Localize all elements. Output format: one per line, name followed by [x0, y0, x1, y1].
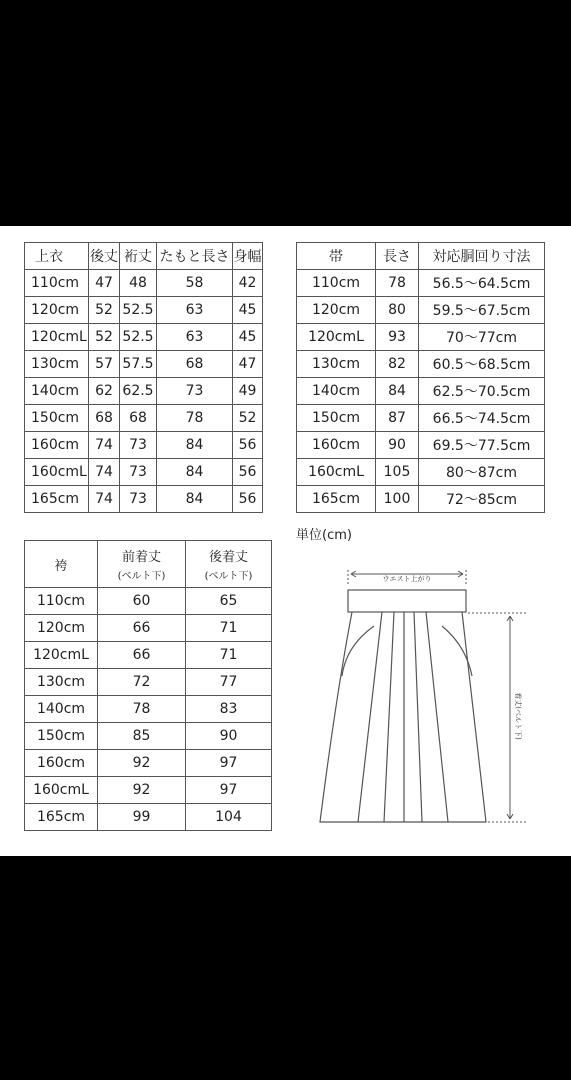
table-cell: 62 — [89, 378, 120, 405]
table-cell: 59.5〜67.5cm — [419, 297, 545, 324]
table-cell: 68 — [89, 405, 120, 432]
column-header — [25, 541, 98, 588]
table-cell: 65 — [186, 588, 272, 615]
table-cell: 130cm — [297, 351, 376, 378]
table-cell: 52 — [233, 405, 263, 432]
table-row — [297, 486, 545, 513]
column-header-label: 前着丈 — [121, 550, 161, 565]
table-cell: 104 — [186, 804, 272, 831]
table-cell: 45 — [233, 297, 263, 324]
table-cell: 150cm — [25, 723, 98, 750]
table-cell: 73 — [120, 432, 157, 459]
column-header-sublabel: (ベルト下) — [117, 571, 166, 582]
table-cell: 56 — [233, 459, 263, 486]
table-cell: 110cm — [25, 270, 89, 297]
table-cell: 74 — [89, 432, 120, 459]
unit-label: 単位(cm) — [296, 528, 352, 543]
table-row — [297, 351, 545, 378]
column-header: 帯 — [297, 243, 376, 270]
table-cell: 52 — [89, 297, 120, 324]
table-cell: 84 — [157, 486, 233, 513]
table-cell: 97 — [186, 777, 272, 804]
obi-rows — [297, 270, 545, 513]
table-row — [297, 459, 545, 486]
table-header-row — [25, 541, 272, 588]
table-row — [25, 297, 263, 324]
table-cell: 42 — [233, 270, 263, 297]
table-cell: 165cm — [25, 486, 89, 513]
table-cell: 62.5 — [120, 378, 157, 405]
table-cell: 160cm — [25, 432, 89, 459]
table-cell: 52.5 — [120, 324, 157, 351]
table-cell: 140cm — [297, 378, 376, 405]
table-cell: 66 — [98, 642, 186, 669]
table-row — [25, 777, 272, 804]
column-header-label: 後着丈 — [208, 550, 248, 565]
table-row — [25, 669, 272, 696]
table-cell: 130cm — [25, 669, 98, 696]
table-cell: 120cm — [25, 297, 89, 324]
table-cell: 84 — [157, 459, 233, 486]
table-cell: 60.5〜68.5cm — [419, 351, 545, 378]
table-cell: 87 — [376, 405, 419, 432]
column-header: 裄丈 — [120, 243, 157, 270]
table-cell: 68 — [120, 405, 157, 432]
table-cell: 63 — [157, 324, 233, 351]
table-cell: 165cm — [297, 486, 376, 513]
table-cell: 130cm — [25, 351, 89, 378]
table-cell: 56.5〜64.5cm — [419, 270, 545, 297]
table-cell: 69.5〜77.5cm — [419, 432, 545, 459]
table-cell: 60 — [98, 588, 186, 615]
table-cell: 71 — [186, 642, 272, 669]
table-row — [25, 804, 272, 831]
table-cell: 66.5〜74.5cm — [419, 405, 545, 432]
table-row — [297, 324, 545, 351]
table-cell: 84 — [157, 432, 233, 459]
waist-belt — [348, 590, 466, 612]
table-cell: 78 — [157, 405, 233, 432]
table-cell: 72 — [98, 669, 186, 696]
table-row — [25, 324, 263, 351]
table-cell: 71 — [186, 615, 272, 642]
table-cell: 70〜77cm — [419, 324, 545, 351]
table-cell: 77 — [186, 669, 272, 696]
table-row — [25, 351, 263, 378]
column-header — [98, 541, 186, 588]
table-cell: 160cmL — [297, 459, 376, 486]
table-cell: 140cm — [25, 378, 89, 405]
table-cell: 160cm — [25, 750, 98, 777]
column-header: 対応胴回り寸法 — [419, 243, 545, 270]
table-row — [25, 642, 272, 669]
table-cell: 48 — [120, 270, 157, 297]
table-cell: 120cm — [25, 615, 98, 642]
table-cell: 73 — [157, 378, 233, 405]
hakama-body-outline — [320, 612, 486, 822]
column-header-label: 袴 — [54, 558, 68, 574]
table-cell: 52 — [89, 324, 120, 351]
table-cell: 74 — [89, 486, 120, 513]
table-cell: 47 — [89, 270, 120, 297]
table-cell: 80〜87cm — [419, 459, 545, 486]
table-row — [25, 459, 263, 486]
table-cell: 62.5〜70.5cm — [419, 378, 545, 405]
table-row — [25, 486, 263, 513]
table-cell: 99 — [98, 804, 186, 831]
hakama-diagram — [296, 556, 546, 846]
table-cell: 73 — [120, 486, 157, 513]
table-cell: 80 — [376, 297, 419, 324]
table-cell: 58 — [157, 270, 233, 297]
waist-label: ウエスト上がり — [382, 575, 432, 583]
table-cell: 165cm — [25, 804, 98, 831]
table-cell: 93 — [376, 324, 419, 351]
column-header: 後丈 — [89, 243, 120, 270]
table-row — [25, 588, 272, 615]
table-cell: 52.5 — [120, 297, 157, 324]
table-row — [297, 270, 545, 297]
table-cell: 78 — [376, 270, 419, 297]
table-cell: 97 — [186, 750, 272, 777]
table-cell: 66 — [98, 615, 186, 642]
table-cell: 84 — [376, 378, 419, 405]
table-row — [25, 432, 263, 459]
table-cell: 57 — [89, 351, 120, 378]
table-cell: 120cmL — [25, 324, 89, 351]
table-header-row — [25, 243, 263, 270]
table-cell: 120cmL — [25, 642, 98, 669]
table-row — [297, 297, 545, 324]
table-cell: 68 — [157, 351, 233, 378]
table-row — [297, 405, 545, 432]
table-cell: 160cm — [297, 432, 376, 459]
kimono-top-rows — [25, 270, 263, 513]
table-row — [297, 378, 545, 405]
hakama-rows — [25, 588, 272, 831]
table-row — [25, 270, 263, 297]
table-cell: 160cmL — [25, 459, 89, 486]
table-cell: 83 — [186, 696, 272, 723]
obi-size-table — [296, 242, 545, 513]
table-cell: 100 — [376, 486, 419, 513]
column-header: たもと長さ — [157, 243, 233, 270]
column-header: 身幅 — [233, 243, 263, 270]
table-cell: 90 — [376, 432, 419, 459]
table-row — [25, 723, 272, 750]
table-cell: 63 — [157, 297, 233, 324]
table-cell: 47 — [233, 351, 263, 378]
table-cell: 110cm — [297, 270, 376, 297]
table-cell: 110cm — [25, 588, 98, 615]
table-cell: 72〜85cm — [419, 486, 545, 513]
table-row — [297, 432, 545, 459]
hakama-size-table — [24, 540, 272, 831]
table-cell: 160cmL — [25, 777, 98, 804]
table-cell: 120cmL — [297, 324, 376, 351]
column-header — [186, 541, 272, 588]
column-header: 長さ — [376, 243, 419, 270]
size-chart-sheet — [0, 226, 571, 856]
table-cell: 92 — [98, 777, 186, 804]
table-cell: 105 — [376, 459, 419, 486]
table-cell: 73 — [120, 459, 157, 486]
table-cell: 90 — [186, 723, 272, 750]
table-cell: 78 — [98, 696, 186, 723]
table-cell: 150cm — [297, 405, 376, 432]
table-row — [25, 405, 263, 432]
table-cell: 56 — [233, 486, 263, 513]
table-row — [25, 378, 263, 405]
table-row — [25, 696, 272, 723]
table-cell: 82 — [376, 351, 419, 378]
column-header-sublabel: (ベルト下) — [204, 571, 253, 582]
table-cell: 150cm — [25, 405, 89, 432]
kimono-top-size-table — [24, 242, 263, 513]
table-cell: 57.5 — [120, 351, 157, 378]
table-cell: 45 — [233, 324, 263, 351]
table-cell: 85 — [98, 723, 186, 750]
table-cell: 56 — [233, 432, 263, 459]
table-row — [25, 750, 272, 777]
table-cell: 49 — [233, 378, 263, 405]
table-row — [25, 615, 272, 642]
table-header-row — [297, 243, 545, 270]
table-cell: 140cm — [25, 696, 98, 723]
table-cell: 120cm — [297, 297, 376, 324]
column-header: 上衣 — [25, 243, 89, 270]
table-cell: 74 — [89, 459, 120, 486]
length-label: 着丈(ベルト下) — [514, 692, 522, 740]
table-cell: 92 — [98, 750, 186, 777]
